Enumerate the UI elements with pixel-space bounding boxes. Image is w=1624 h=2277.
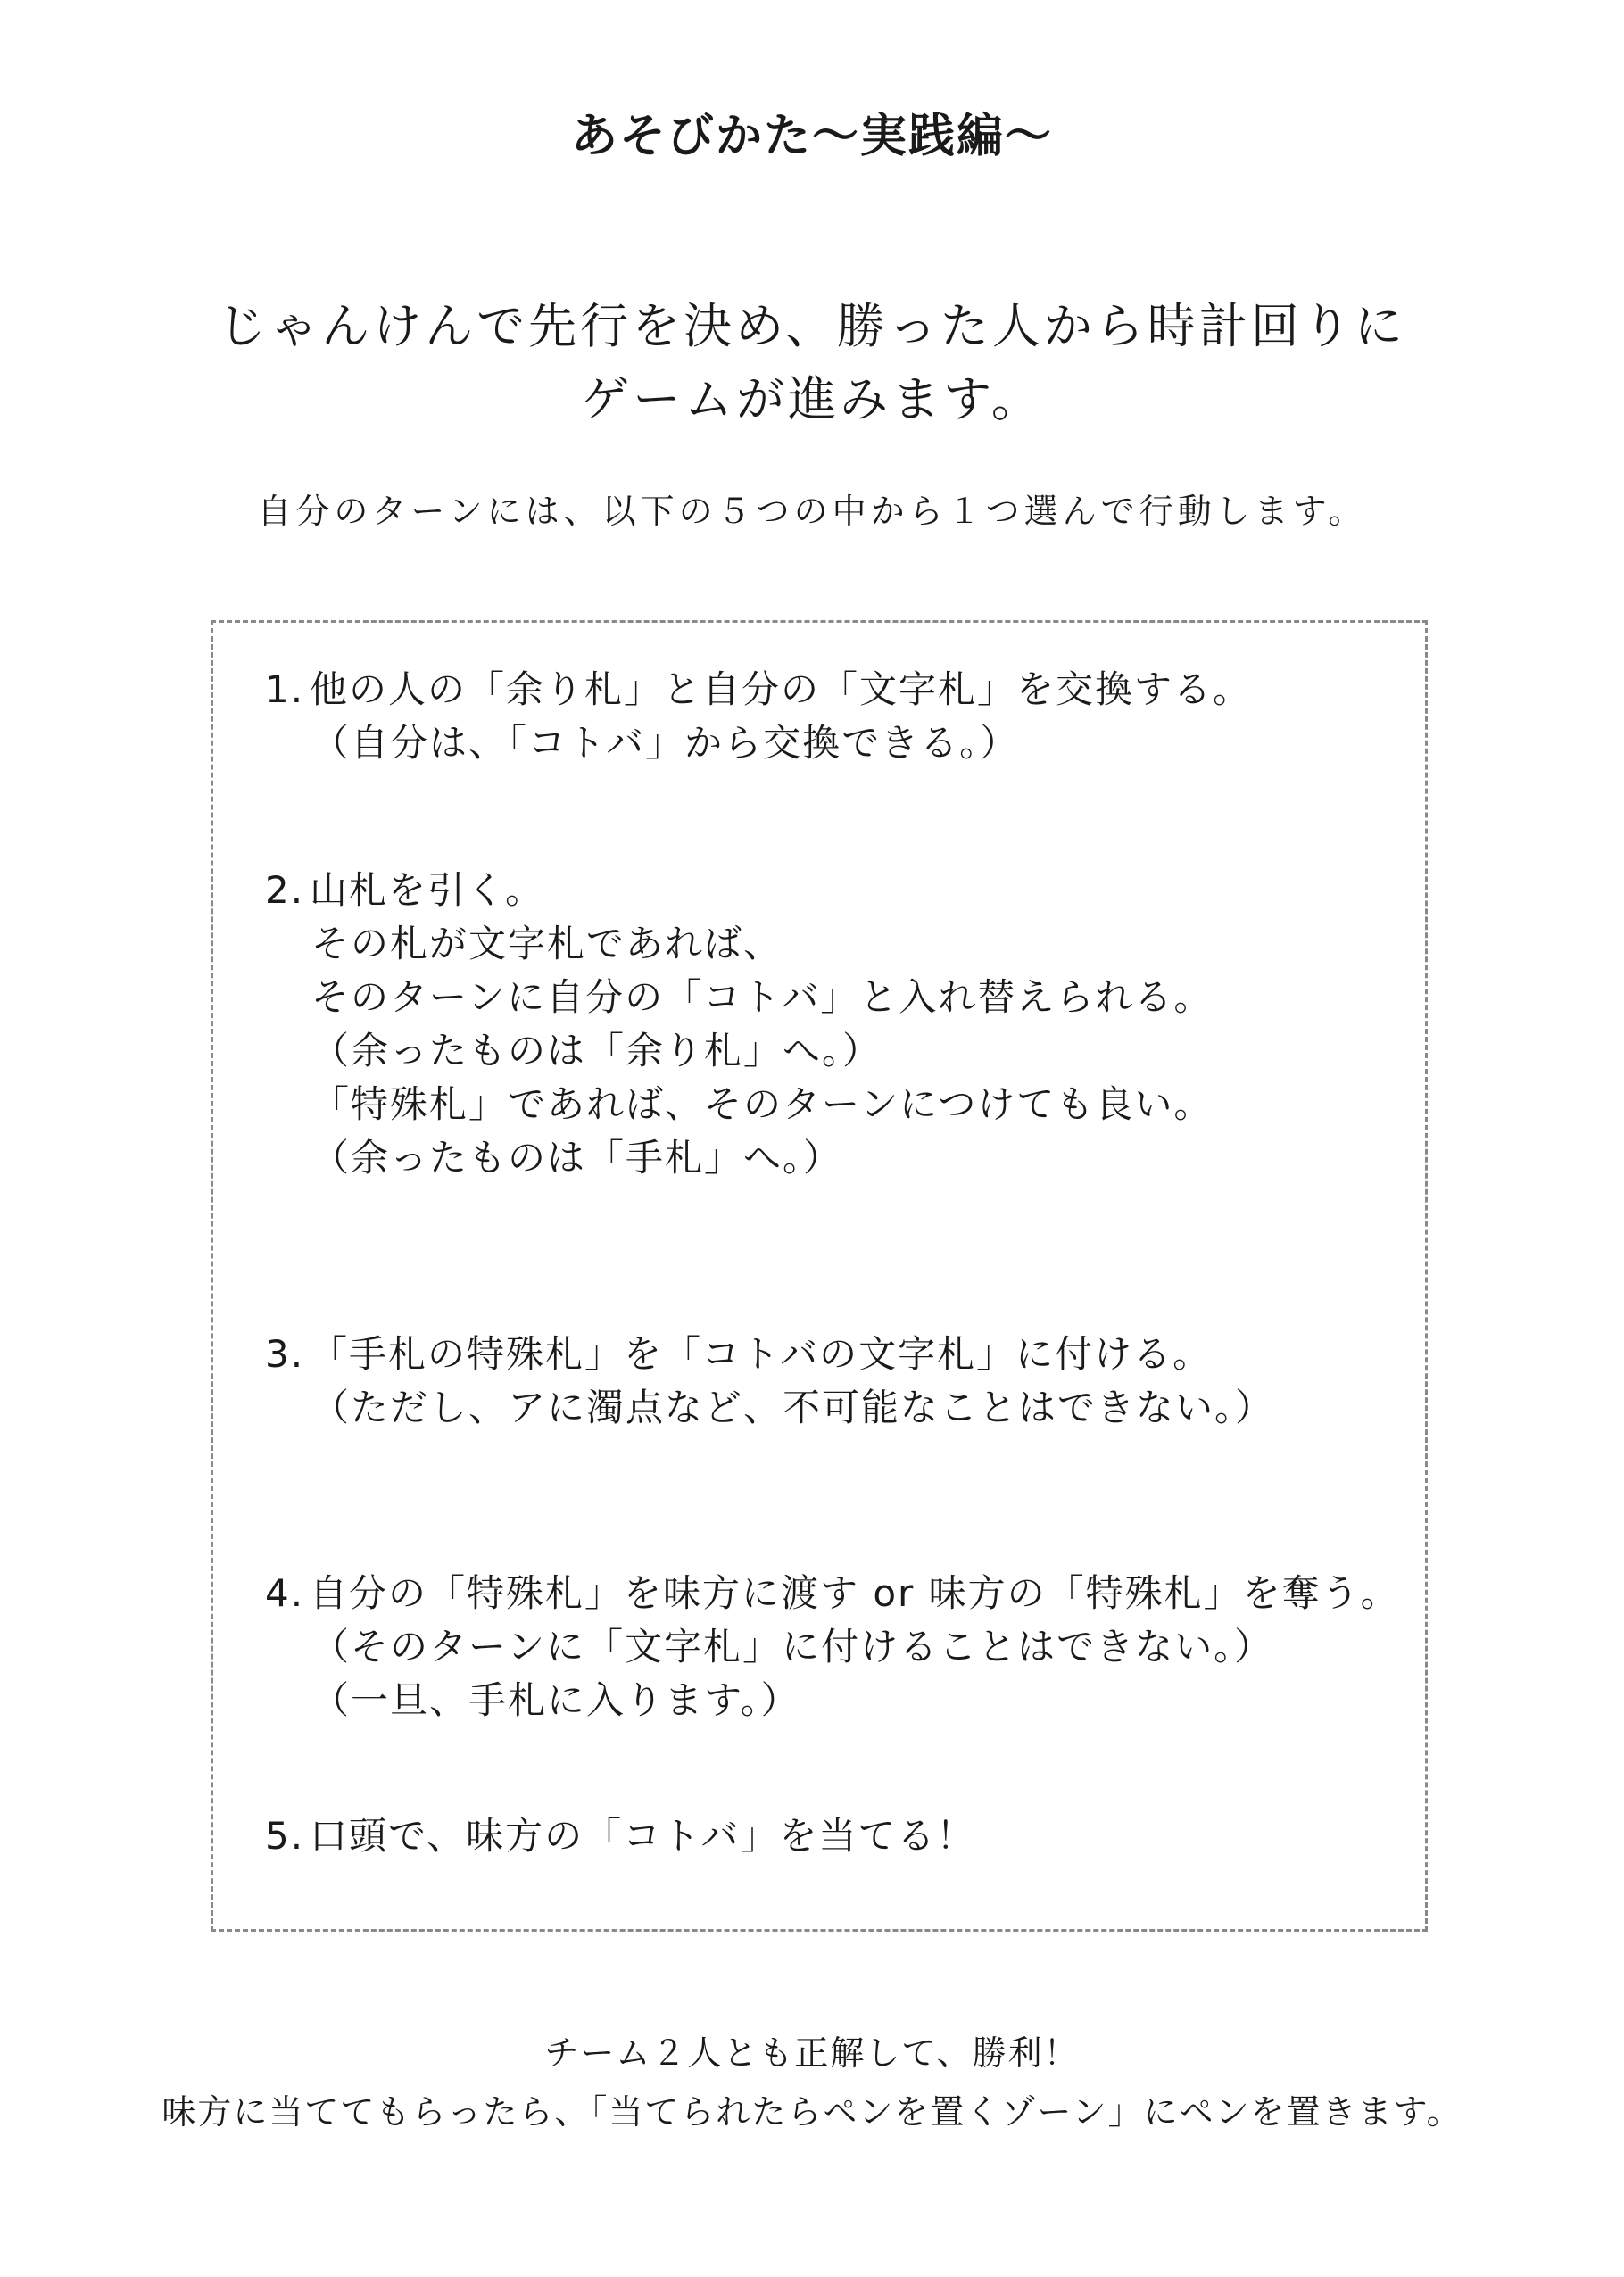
rule-4 [265, 1567, 1400, 1727]
subintro-text: 自分のターンには、以下の５つの中から１つ選んで行動します。 [257, 492, 1367, 531]
page-title: あそびかた〜実践編〜 [570, 109, 1053, 163]
rule-5-line-1 [265, 1809, 975, 1863]
footer-text [0, 2024, 1624, 2141]
rule-2-line-1 [265, 864, 1213, 917]
rule-4-number: 4. [265, 1571, 305, 1615]
rule-3-text: 「手札の特殊札」を「コトバの文字札」に付ける。 [310, 1332, 1213, 1376]
rule-5-number: 5. [265, 1814, 305, 1858]
rule-4-line-2: （そのターンに「文字札」に付けることはできない。） [311, 1625, 1274, 1668]
rule-3-line-2: （ただし、アに濁点など、不可能なことはできない。） [311, 1386, 1275, 1429]
rule-2-text: 山札を引く。 [310, 868, 545, 912]
rule-2-line-4: （余ったものは「余り札」へ。） [311, 1029, 882, 1072]
rule-4-text: 自分の「特殊札」を味方に渡す or 味方の「特殊札」を奪う。 [310, 1571, 1400, 1615]
rule-3-line-1 [265, 1328, 1274, 1381]
rule-2-line-6: （余ったものは「手札」へ。） [311, 1136, 843, 1180]
rule-1-text: 他の人の「余り札」と自分の「文字札」を交換する。 [310, 667, 1253, 711]
rule-5 [265, 1809, 975, 1863]
intro-line-2: ゲームが進みます。 [581, 371, 1043, 427]
rule-2-line-3: そのターンに自分の「コトバ」と入れ替えられる。 [311, 975, 1214, 1019]
rule-3 [265, 1328, 1274, 1435]
rule-1-line-1 [265, 663, 1252, 716]
rule-1-number: 1. [265, 667, 305, 711]
rule-5-text: 口頭で、味方の「コトバ」を当てる！ [310, 1814, 976, 1858]
footer-line-2: 味方に当ててもらったら、「当てられたらペンを置くゾーン」にペンを置きます。 [162, 2092, 1462, 2132]
rule-2-number: 2. [265, 868, 305, 912]
intro-line-1: じゃんけんで先行を決め、勝った人から時計回りに [218, 298, 1406, 354]
rule-1-line-2: （自分は、「コトバ」から交換できる。） [311, 721, 1020, 765]
rules-box [211, 620, 1428, 1932]
rule-2-line-5: 「特殊札」であれば、そのターンにつけても良い。 [311, 1082, 1214, 1126]
rule-4-line-3: （一旦、手札に入ります。） [311, 1678, 800, 1722]
rule-2 [265, 864, 1213, 1185]
footer-line-1: チーム２人とも正解して、勝利！ [544, 2033, 1080, 2073]
rule-4-line-1 [265, 1567, 1400, 1620]
intro-text [0, 290, 1624, 436]
rule-1 [265, 663, 1252, 770]
rule-3-number: 3. [265, 1332, 305, 1376]
rule-2-line-2: その札が文字札であれば、 [311, 922, 783, 965]
